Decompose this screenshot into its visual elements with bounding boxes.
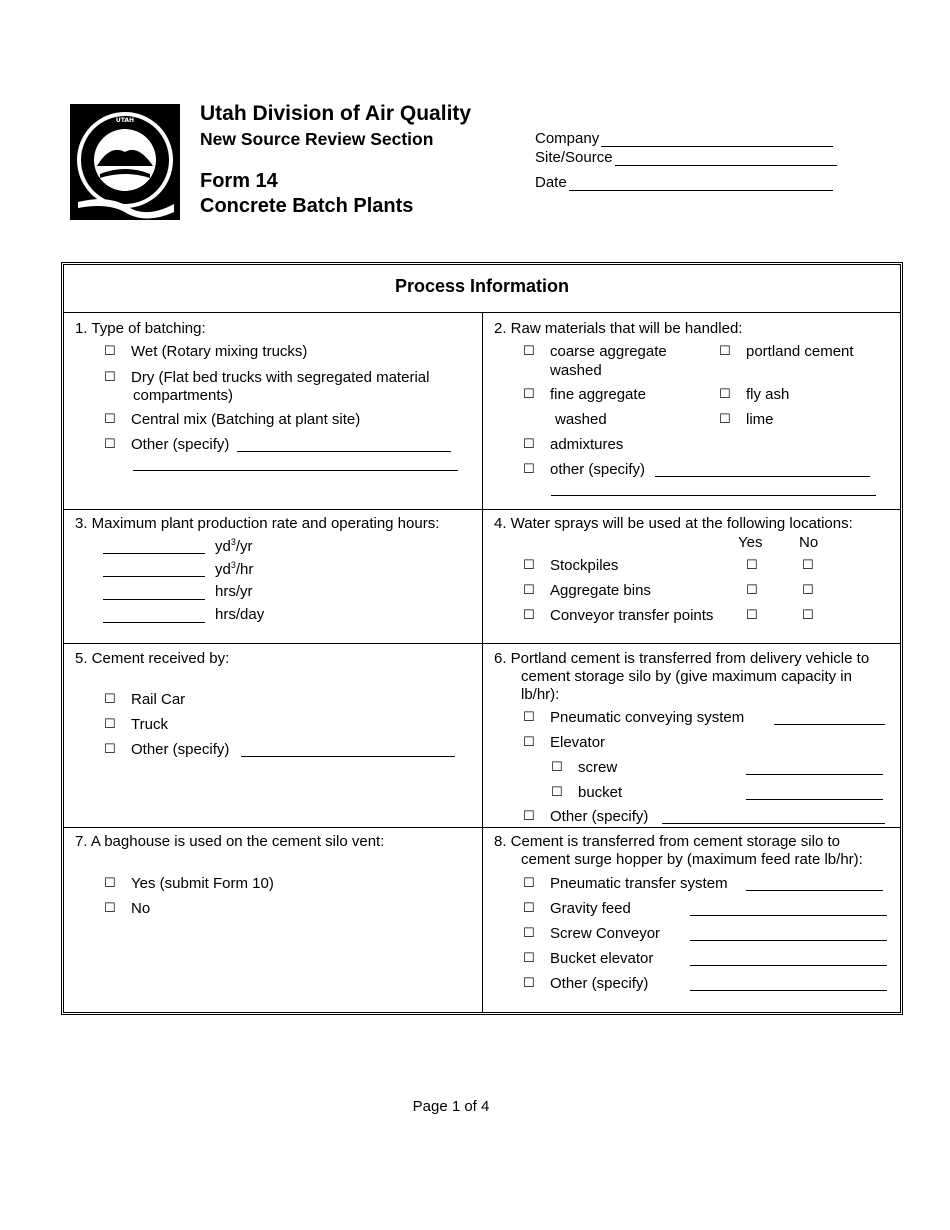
q3-unit-yd-hr: $yd^3/hr$ [215,560,254,578]
q6-other: Other (specify) [550,808,649,825]
q2-other: other (specify) [550,461,646,478]
q6-other-input[interactable] [662,823,885,824]
date-label: Date [535,174,567,191]
company-field[interactable] [535,130,833,147]
agency-name: Utah Division of Air Quality [200,102,472,125]
checkbox-other-feed[interactable]: ☐ [523,976,535,991]
checkbox-stockpiles-yes[interactable]: ☐ [746,558,758,573]
checkbox-fine[interactable]: ☐ [523,387,535,402]
checkbox-stockpiles[interactable]: ☐ [523,558,535,573]
checkbox-truck[interactable]: ☐ [104,717,116,732]
q2-admixtures: admixtures [550,436,624,453]
q1-label: 1. Type of batching: [75,320,206,337]
q1-opt-dry: Dry (Flat bed trucks with segregated material [131,369,430,386]
checkbox-flyash[interactable]: ☐ [719,387,731,402]
q7-yes: Yes (submit Form 10) [131,875,274,892]
page-number: Page 1 of 4 [412,1098,490,1115]
q6-bucket-input[interactable] [746,799,883,800]
q8-other-input[interactable] [690,990,887,991]
section-title: Process Information [394,276,570,296]
checkbox-bucket-elevator[interactable]: ☐ [523,951,535,966]
q1-opt-wet: Wet (Rotary mixing trucks) [131,343,308,360]
q2-other-input[interactable] [655,476,870,477]
checkbox-railcar[interactable]: ☐ [104,692,116,707]
q8-pneumatic: Pneumatic transfer system [550,875,728,892]
q2-portland: portland cement [746,343,854,360]
checkbox-other-transfer[interactable]: ☐ [523,809,535,824]
q6-screw-input[interactable] [746,774,883,775]
q8-gravity: Gravity feed [550,900,631,917]
q4-label: 4. Water sprays will be used at the following locations: [494,515,853,532]
q6-label: 6. Portland cement is transferred from delivery vehicle to [494,650,870,667]
q8-other: Other (specify) [550,975,649,992]
q6-elevator: Elevator [550,734,606,751]
site-input-line[interactable] [615,151,837,166]
checkbox-other[interactable]: ☐ [104,437,116,452]
form-title: Concrete Batch Plants [200,195,414,217]
checkbox-stockpiles-no[interactable]: ☐ [802,558,814,573]
q8-bucket-input[interactable] [690,965,887,966]
checkbox-coarse[interactable]: ☐ [523,344,535,359]
q2-fine-washed: washed [555,411,607,428]
q3-label: 3. Maximum plant production rate and operating hours: [75,515,440,532]
q1-opt-central: Central mix (Batching at plant site) [131,411,361,428]
q3-unit-hrs-yr: hrs/yr [215,583,253,600]
q1-other-input[interactable] [237,451,451,452]
section-name: New Source Review Section [200,129,434,149]
q8-label-cont: cement surge hopper by (maximum feed rate lb/hr): [521,851,863,868]
checkbox-bins[interactable]: ☐ [523,583,535,598]
q5-label: 5. Cement received by: [75,650,230,667]
q2-label: 2. Raw materials that will be handled: [494,320,743,337]
checkbox-conveyor-yes[interactable]: ☐ [746,608,758,623]
checkbox-bucket[interactable]: ☐ [551,785,563,800]
q6-bucket: bucket [578,784,623,801]
q2-lime: lime [746,411,774,428]
checkbox-gravity[interactable]: ☐ [523,901,535,916]
checkbox-dry[interactable]: ☐ [104,370,116,385]
q4-stockpiles: Stockpiles [550,557,619,574]
q7-no: No [131,900,151,917]
checkbox-screw[interactable]: ☐ [551,760,563,775]
company-input-line[interactable] [601,132,833,147]
q3-yd-hr-input[interactable] [103,576,205,577]
checkbox-portland[interactable]: ☐ [719,344,731,359]
form-number: Form 14 [200,170,278,192]
q2-coarse: coarse aggregate [550,343,667,360]
date-input-line[interactable] [569,176,833,191]
q6-pneumatic-input[interactable] [774,724,885,725]
site-field[interactable] [535,149,837,166]
checkbox-central[interactable]: ☐ [104,412,116,427]
checkbox-conveyor-no[interactable]: ☐ [802,608,814,623]
divider [482,312,483,1012]
company-label: Company [535,130,600,147]
q4-conveyor: Conveyor transfer points [550,607,714,624]
q3-yd-yr-input[interactable] [103,553,205,554]
seal-text: UTAH [115,117,135,124]
q8-screw: Screw Conveyor [550,925,661,942]
checkbox-pneumatic[interactable]: ☐ [523,710,535,725]
q5-truck: Truck [131,716,168,733]
q6-screw: screw [578,759,618,776]
site-label: Site/Source [535,149,613,166]
checkbox-baghouse-no[interactable]: ☐ [104,901,116,916]
checkbox-wet[interactable]: ☐ [104,344,116,359]
q6-label-cont: cement storage silo by (give maximum capacity in [521,668,852,685]
checkbox-screw-conveyor[interactable]: ☐ [523,926,535,941]
checkbox-pneumatic-transfer[interactable]: ☐ [523,876,535,891]
q3-unit-yd-yr: $yd^3/yr$ [215,537,253,555]
q3-hrs-yr-input[interactable] [103,599,205,600]
q8-pneumatic-input[interactable] [746,890,883,891]
q3-unit-hrs-day: hrs/day [215,606,265,623]
checkbox-lime[interactable]: ☐ [719,412,731,427]
q8-gravity-input[interactable] [690,915,887,916]
q6-label-unit: lb/hr): [521,686,560,703]
q2-coarse-washed: washed [550,362,602,379]
q7-label: 7. A baghouse is used on the cement silo vent: [75,833,385,850]
checkbox-bins-yes[interactable]: ☐ [746,583,758,598]
q2-other-input-2[interactable] [551,495,876,496]
checkbox-baghouse-yes[interactable]: ☐ [104,876,116,891]
q5-other: Other (specify) [131,741,230,758]
checkbox-other-receive[interactable]: ☐ [104,742,116,757]
date-field[interactable] [535,174,833,191]
q1-opt-other: Other (specify) [131,436,230,453]
q4-no-header: No [799,534,819,551]
q8-bucket: Bucket elevator [550,950,654,967]
q8-label: 8. Cement is transferred from cement storage silo to [494,833,840,850]
deq-logo [70,104,180,220]
checkbox-conveyor[interactable]: ☐ [523,608,535,623]
q6-pneumatic: Pneumatic conveying system [550,709,745,726]
deq-seal-icon [70,104,180,220]
q4-bins: Aggregate bins [550,582,651,599]
q5-other-input[interactable] [241,756,455,757]
q4-yes-header: Yes [738,534,763,551]
q1-opt-dry-cont: compartments) [133,387,234,404]
q2-fine: fine aggregate [550,386,646,403]
q8-screw-input[interactable] [690,940,887,941]
checkbox-admixtures[interactable]: ☐ [523,437,535,452]
checkbox-bins-no[interactable]: ☐ [802,583,814,598]
q1-other-input-2[interactable] [133,470,458,471]
q2-flyash: fly ash [746,386,790,403]
checkbox-other-material[interactable]: ☐ [523,462,535,477]
q3-hrs-day-input[interactable] [103,622,205,623]
q5-railcar: Rail Car [131,691,186,708]
checkbox-elevator[interactable]: ☐ [523,735,535,750]
